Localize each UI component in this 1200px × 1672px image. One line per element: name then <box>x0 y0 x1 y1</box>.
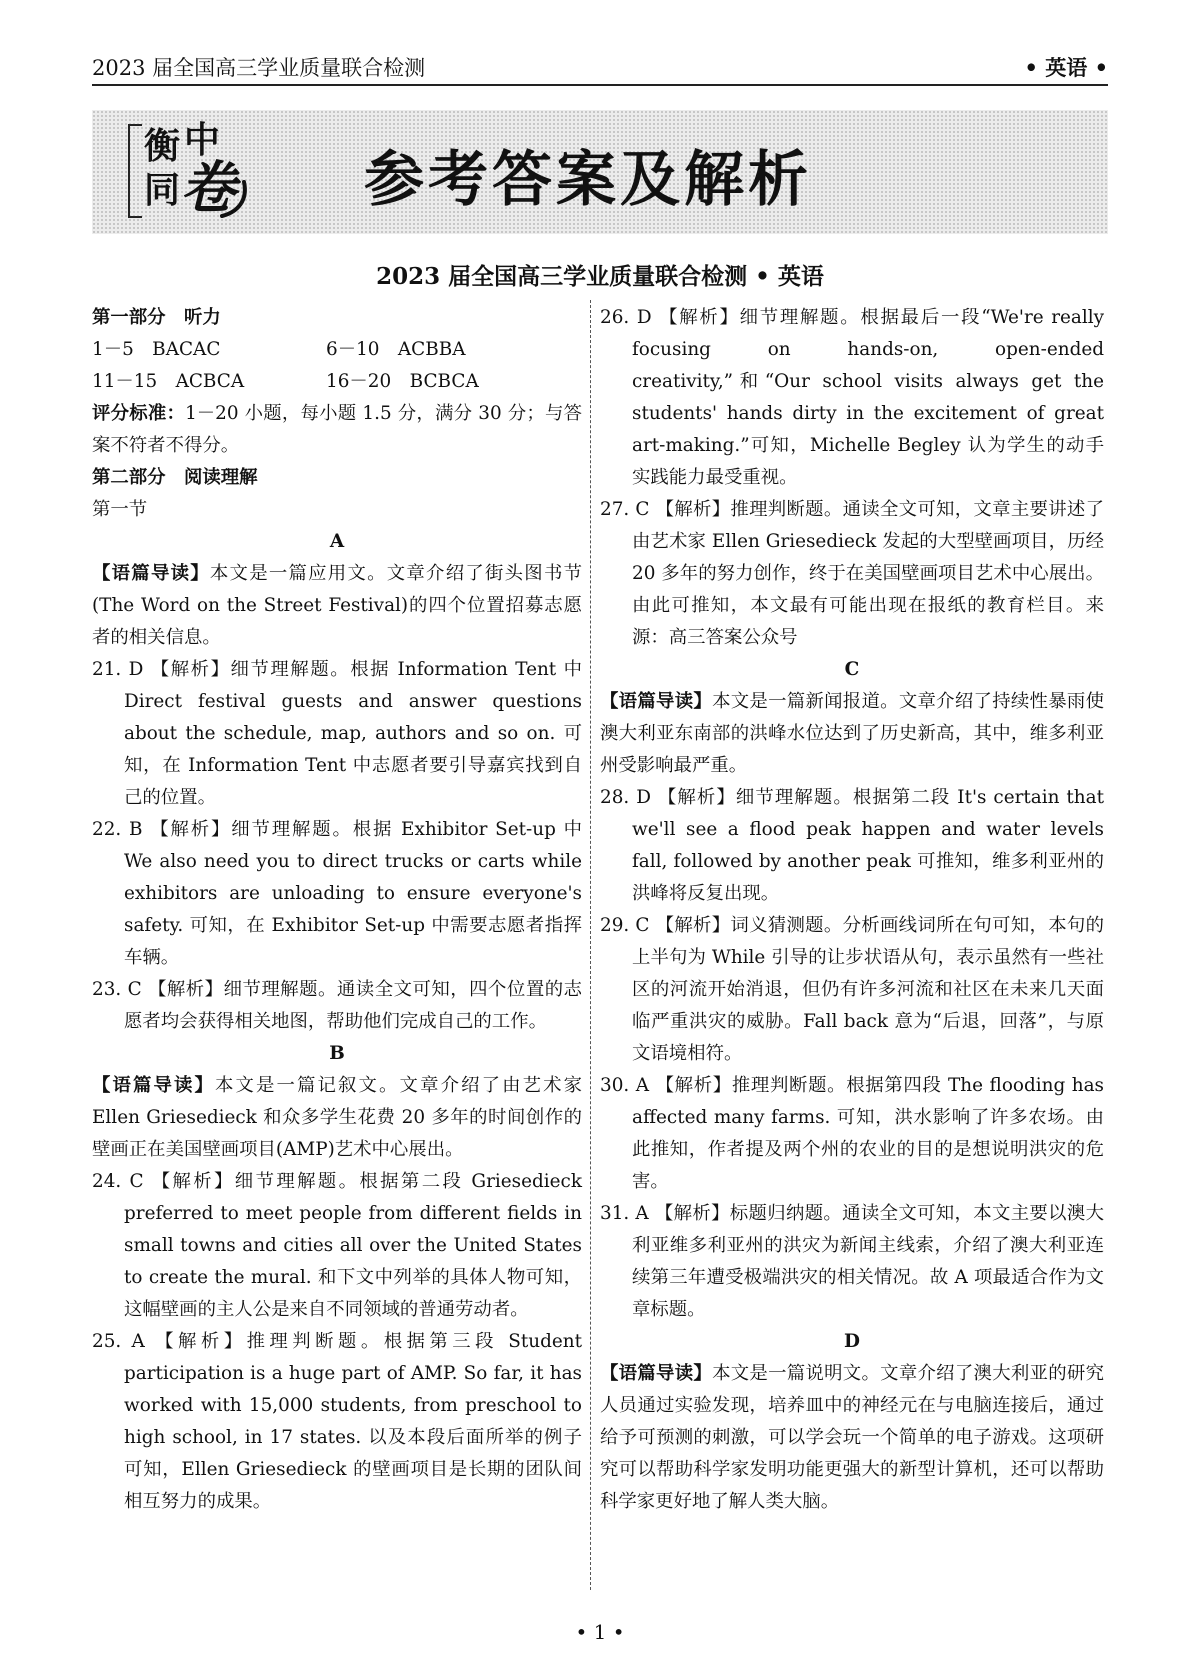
answers-1-5: 1－5 BACAC <box>92 339 221 360</box>
answer-29: 29. C 【解析】词义猜测题。分析画线词所在句可知，本句的上半句为 While 引导的让步状语从句，表示虽然有一些社区的河流开始消退，但仍有许多河流和社区在未来几天面临严重洪灾的威胁。Fall back 意为“后退，回落”，与原文语境相符。 <box>600 915 1104 1064</box>
logo-char-3: 同 <box>144 169 181 211</box>
logo-char-4: 卷 <box>180 155 236 221</box>
answer-23: 23. C 【解析】细节理解题。通读全文可知，四个位置的志愿者均会获得相关地图，帮助他们完成自己的工作。 <box>92 979 582 1032</box>
answer-21: 21. D 【解析】细节理解题。根据 Information Tent 中 Direct festival guests and answer questions about the schedule, map, authors and so on. 可知，在 Information Tent 中志愿者要引导嘉宾找到自己的位置。 <box>92 659 582 808</box>
main-title: 2023 届全国高三学业质量联合检测 • 英语 <box>376 263 824 290</box>
section-1-title: 第一节 <box>92 499 148 520</box>
answers-11-15: 11－15 ACBCA <box>92 371 245 392</box>
page-header <box>92 50 1108 86</box>
answer-30: 30. A 【解析】推理判断题。根据第四段 The flooding has affected many farms. 可知，洪水影响了许多农场。由此推知，作者提及两个州的农业的目的是想说明洪灾的危害。 <box>600 1075 1104 1192</box>
answer-25: 25. A 【解析】推理判断题。根据第三段 Student participation is a huge part of AMP. So far, it has worked with 15,000 students, from preschool to high school, in 17 states. 以及本段后面所举的例子可知，Ellen Griesedieck 的壁画项目是长期的团队间相互努力的成果。 <box>92 1331 582 1512</box>
passage-b-guide <box>92 1070 582 1166</box>
guide-label: 【语篇导读】 <box>600 1363 713 1384</box>
passage-a-label: A <box>329 531 345 552</box>
logo-swash-icon <box>218 176 250 222</box>
passage-d-guide <box>600 1358 1104 1518</box>
answers-row-1 <box>92 334 582 366</box>
header-title: 2023 届全国高三学业质量联合检测 <box>92 56 426 80</box>
criteria-label: 评分标准： <box>92 403 186 424</box>
answer-22: 22. B 【解析】细节理解题。根据 Exhibitor Set-up 中 We also need you to direct trucks or carts while exhibitors are unloading to ensure everyone's safety. 可知，在 Exhibitor Set-up 中需要志愿者指挥车辆。 <box>92 819 582 968</box>
part2-title: 第二部分 阅读理解 <box>92 467 258 488</box>
header-subject: • 英语 • <box>1024 55 1108 80</box>
guide-text: 本文是一篇说明文。文章介绍了澳大利亚的研究人员通过实验发现，培养皿中的神经元在与电脑连接后，通过给予可预测的刺激，可以学会玩一个简单的电子游戏。这项研究可以帮助科学家发明功能更强大的新型计算机，还可以帮助科学家更好地了解人类大脑。 <box>600 1363 1104 1512</box>
guide-label: 【语篇导读】 <box>92 563 210 584</box>
passage-c-label: C <box>844 659 860 680</box>
answer-24: 24. C 【解析】细节理解题。根据第二段 Griesedieck preferred to meet people from different fields in small towns and cities all over the United States to create the mural. 和下文中列举的具体人物可知，这幅壁画的主人公是来自不同领域的普通劳动者。 <box>92 1171 582 1320</box>
part1-title: 第一部分 听力 <box>92 307 221 328</box>
answers-16-20: 16－20 BCBCA <box>326 371 479 392</box>
answer-28: 28. D 【解析】细节理解题。根据第二段 It's certain that we'll see a flood peak happen and water levels fall, followed by another peak 可推知，维多利亚州的洪峰将反复出现。 <box>600 787 1104 904</box>
answer-27: 27. C 【解析】推理判断题。通读全文可知，文章主要讲述了由艺术家 Ellen Griesedieck 发起的大型壁画项目，历经 20 多年的努力创作，终于在美国壁画项目艺术中心展出。由此可推知，本文最有可能出现在报纸的教育栏目。来源：高三答案公众号 <box>600 499 1104 648</box>
answer-26: 26. D 【解析】细节理解题。根据最后一段“We're really focusing on hands-on, open-ended creativity,”和“Our school visits always get the students' hands dirty in the excitement of great art-making.”可知，Michelle Begley 认为学生的动手实践能力最受重视。 <box>600 307 1104 488</box>
answers-row-2 <box>92 366 582 398</box>
passage-c-guide <box>600 686 1104 782</box>
logo-bracket <box>128 124 142 218</box>
passage-b-label: B <box>329 1043 345 1064</box>
guide-text: 本文是一篇应用文。文章介绍了街头图书节(The Word on the Street Festival)的四个位置招募志愿者的相关信息。 <box>92 563 582 648</box>
guide-label: 【语篇导读】 <box>600 691 713 712</box>
guide-text: 本文是一篇新闻报道。文章介绍了持续性暴雨使澳大利亚东南部的洪峰水位达到了历史新高，其中，维多利亚州受影响最严重。 <box>600 691 1104 776</box>
scoring-criteria <box>92 398 582 462</box>
page-number: • 1 • <box>575 1620 625 1644</box>
right-column <box>600 302 1104 1518</box>
logo-char-1: 衡 <box>144 125 181 167</box>
column-divider <box>590 300 591 1590</box>
left-column <box>92 302 582 1518</box>
passage-d-label: D <box>844 1331 860 1352</box>
logo-char-2: 中 <box>184 119 221 161</box>
guide-text: 本文是一篇记叙文。文章介绍了由艺术家 Ellen Griesedieck 和众多学生花费 20 多年的时间创作的壁画正在美国壁画项目(AMP)艺术中心展出。 <box>92 1075 582 1160</box>
passage-a-guide <box>92 558 582 654</box>
answer-31: 31. A 【解析】标题归纳题。通读全文可知，本文主要以澳大利亚维多利亚州的洪灾为新闻主线索，介绍了澳大利亚连续第三年遭受极端洪灾的相关情况。故 A 项最适合作为文章标题。 <box>600 1203 1104 1320</box>
banner-title: 参考答案及解析 <box>364 145 812 215</box>
answers-6-10: 6－10 ACBBA <box>326 339 466 360</box>
title-banner <box>92 110 1108 234</box>
guide-label: 【语篇导读】 <box>92 1075 216 1096</box>
criteria-text: 1－20 小题，每小题 1.5 分，满分 30 分；与答案不符者不得分。 <box>92 403 582 456</box>
logo <box>128 120 248 222</box>
